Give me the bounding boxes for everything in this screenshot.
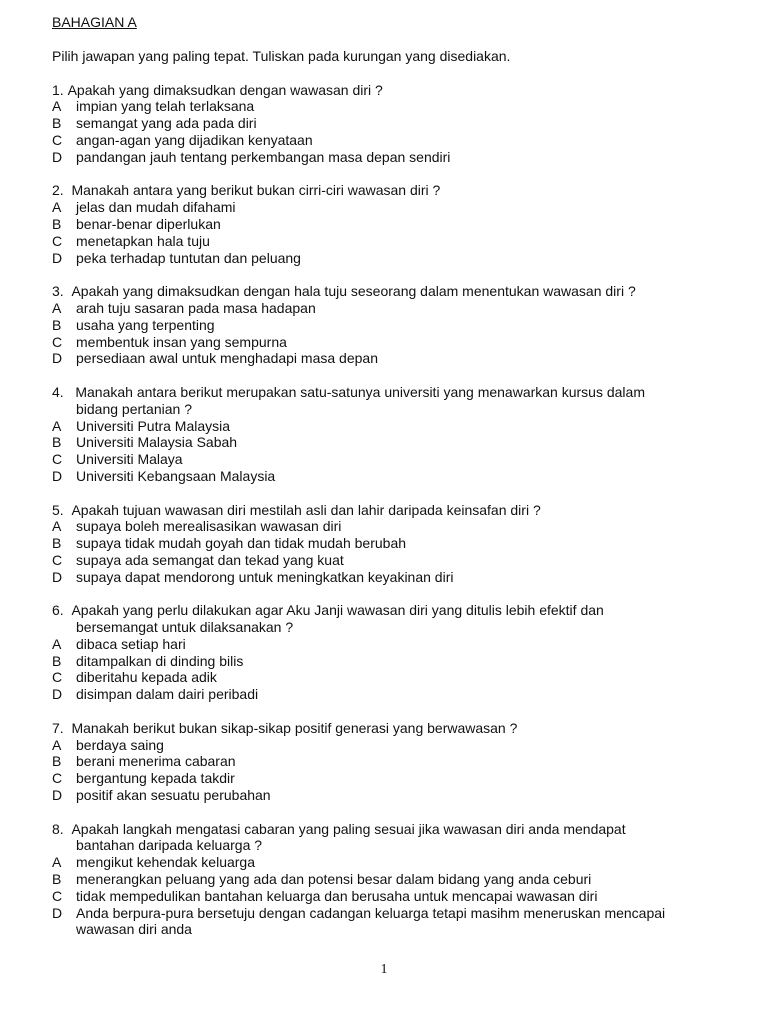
question-number: 2. [52, 182, 72, 199]
question-6 [52, 602, 752, 703]
option-text: disimpan dalam dairi peribadi [76, 686, 259, 703]
option-text: peka terhadap tuntutan dan peluang [76, 249, 301, 266]
question-4 [52, 384, 752, 485]
option-b [52, 653, 752, 670]
question-8 [52, 821, 752, 939]
option-text: supaya boleh merealisasikan wawasan diri [76, 518, 342, 535]
option-c [52, 770, 752, 787]
option-text: jelas dan mudah difahami [76, 199, 236, 216]
instructions: Pilih jawapan yang paling tepat. Tuliskan pada kurungan yang disediakan. [52, 47, 511, 64]
option-text: berdaya saing [76, 736, 164, 753]
question-text-continuation: bidang pertanian ? [76, 400, 192, 417]
option-letter: B [52, 871, 62, 888]
option-letter: D [52, 148, 63, 165]
option-b [52, 115, 752, 132]
exam-page [52, 14, 752, 955]
option-c [52, 132, 752, 149]
option-c [52, 669, 752, 686]
option-d [52, 250, 752, 267]
question-stem [52, 82, 752, 99]
option-c [52, 233, 752, 250]
option-a [52, 418, 752, 435]
option-text: menerangkan peluang yang ada dan potensi besar dalam bidang yang anda ceburi [76, 871, 592, 888]
option-letter: C [52, 669, 63, 686]
option-a [52, 300, 752, 317]
option-text: Universiti Malaya [76, 451, 183, 468]
option-a [52, 199, 752, 216]
option-d [52, 686, 752, 703]
option-b [52, 535, 752, 552]
option-text: persediaan awal untuk menghadapi masa depan [76, 350, 378, 367]
option-a [52, 518, 752, 535]
option-text: pandangan jauh tentang perkembangan masa depan sendiri [76, 148, 451, 165]
question-number: 1. [52, 81, 68, 98]
option-letter: C [52, 887, 63, 904]
option-c [52, 334, 752, 351]
option-letter: C [52, 451, 63, 468]
option-letter: A [52, 518, 62, 535]
question-stem [52, 821, 752, 838]
option-text: Universiti Putra Malaysia [76, 417, 231, 434]
question-stem [52, 283, 752, 300]
question-3 [52, 283, 752, 367]
option-text: impian yang telah terlaksana [76, 98, 255, 115]
option-text: mengikut kehendak keluarga [76, 854, 256, 871]
option-letter: C [52, 333, 63, 350]
option-b [52, 317, 752, 334]
question-5 [52, 502, 752, 586]
option-letter: B [52, 753, 62, 770]
option-letter: B [52, 535, 62, 552]
option-d [52, 350, 752, 367]
question-text: Apakah langkah mengatasi cabaran yang paling sesuai jika wawasan diri anda mendapat [71, 820, 626, 837]
option-text: Anda berpura-pura bersetuju dengan cadangan keluarga tetapi masihm meneruskan mencapai [76, 904, 666, 921]
option-letter: B [52, 434, 62, 451]
option-letter: A [52, 299, 62, 316]
page-number: 1 [380, 962, 388, 977]
section-title: BAHAGIAN A [52, 14, 137, 30]
question-number: 3. [52, 283, 72, 300]
question-number: 8. [52, 820, 72, 837]
option-text: semangat yang ada pada diri [76, 115, 257, 132]
question-number: 4. [52, 383, 76, 400]
option-text: positif akan sesuatu perubahan [76, 787, 271, 804]
question-text: Apakah yang dimaksudkan dengan wawasan diri ? [67, 81, 383, 98]
option-text: Universiti Kebangsaan Malaysia [76, 467, 276, 484]
question-text: Apakah yang dimaksudkan dengan hala tuju seseorang dalam menentukan wawasan diri ? [71, 283, 636, 300]
option-text: bergantung kepada takdir [76, 770, 235, 787]
option-text-continuation: wawasan diri anda [76, 921, 192, 938]
option-letter: A [52, 199, 62, 216]
option-d [52, 468, 752, 485]
option-text: angan-agan yang dijadikan kenyataan [76, 131, 313, 148]
option-letter: A [52, 417, 62, 434]
option-text: Universiti Malaysia Sabah [76, 434, 238, 451]
question-text: Apakah yang perlu dilakukan agar Aku Janji wawasan diri yang ditulis lebih efektif dan [71, 602, 604, 619]
option-text: supaya tidak mudah goyah dan tidak mudah berubah [76, 535, 407, 552]
option-letter: A [52, 635, 62, 652]
option-letter: C [52, 232, 63, 249]
option-letter: A [52, 736, 62, 753]
option-letter: D [52, 686, 63, 703]
option-letter: D [52, 904, 63, 921]
option-b [52, 753, 752, 770]
option-b [52, 871, 752, 888]
option-text: usaha yang terpenting [76, 316, 215, 333]
question-2 [52, 182, 752, 266]
option-c [52, 552, 752, 569]
question-stem [52, 182, 752, 199]
option-d [52, 149, 752, 166]
option-letter: C [52, 551, 63, 568]
option-c [52, 451, 752, 468]
option-letter: D [52, 350, 63, 367]
option-text: arah tuju sasaran pada masa hadapan [76, 299, 316, 316]
option-text: benar-benar diperlukan [76, 215, 221, 232]
option-letter: D [52, 787, 63, 804]
question-text-continuation: bersemangat untuk dilaksanakan ? [76, 619, 294, 636]
option-b [52, 434, 752, 451]
question-stem [52, 602, 752, 619]
option-d [52, 905, 752, 922]
question-text-continuation: bantahan daripada keluarga ? [76, 837, 263, 854]
option-letter: D [52, 249, 63, 266]
question-text: Manakah antara berikut merupakan satu-satunya universiti yang menawarkan kursus dalam [75, 383, 645, 400]
question-stem [52, 720, 752, 737]
option-d [52, 569, 752, 586]
option-text: membentuk insan yang sempurna [76, 333, 287, 350]
question-1 [52, 82, 752, 166]
option-a [52, 636, 752, 653]
option-text: dibaca setiap hari [76, 635, 186, 652]
question-number: 6. [52, 602, 72, 619]
option-text: berani menerima cabaran [76, 753, 236, 770]
option-d [52, 787, 752, 804]
option-letter: A [52, 98, 62, 115]
question-7 [52, 720, 752, 804]
option-text: menetapkan hala tuju [76, 232, 210, 249]
option-text: diberitahu kepada adik [76, 669, 217, 686]
option-b [52, 216, 752, 233]
question-number: 7. [52, 719, 72, 736]
option-letter: C [52, 770, 63, 787]
question-text: Manakah berikut bukan sikap-sikap positif generasi yang berwawasan ? [71, 719, 518, 736]
option-text: supaya dapat mendorong untuk meningkatkan keyakinan diri [76, 568, 454, 585]
option-letter: B [52, 316, 62, 333]
question-text: Apakah tujuan wawasan diri mestilah asli dan lahir daripada keinsafan diri ? [71, 501, 541, 518]
option-a [52, 737, 752, 754]
option-letter: B [52, 215, 62, 232]
question-stem [52, 502, 752, 519]
option-letter: D [52, 467, 63, 484]
option-text: ditampalkan di dinding bilis [76, 652, 244, 669]
option-letter: A [52, 854, 62, 871]
option-text: supaya ada semangat dan tekad yang kuat [76, 551, 344, 568]
question-text: Manakah antara yang berikut bukan cirri-ciri wawasan diri ? [71, 182, 441, 199]
option-a [52, 98, 752, 115]
option-letter: C [52, 131, 63, 148]
option-text: tidak mempedulikan bantahan keluarga dan berusaha untuk mencapai wawasan diri [76, 887, 598, 904]
question-number: 5. [52, 501, 72, 518]
question-stem [52, 384, 752, 401]
option-c [52, 888, 752, 905]
question-list [52, 82, 752, 939]
option-letter: B [52, 652, 62, 669]
option-letter: D [52, 568, 63, 585]
option-letter: B [52, 115, 62, 132]
option-a [52, 854, 752, 871]
